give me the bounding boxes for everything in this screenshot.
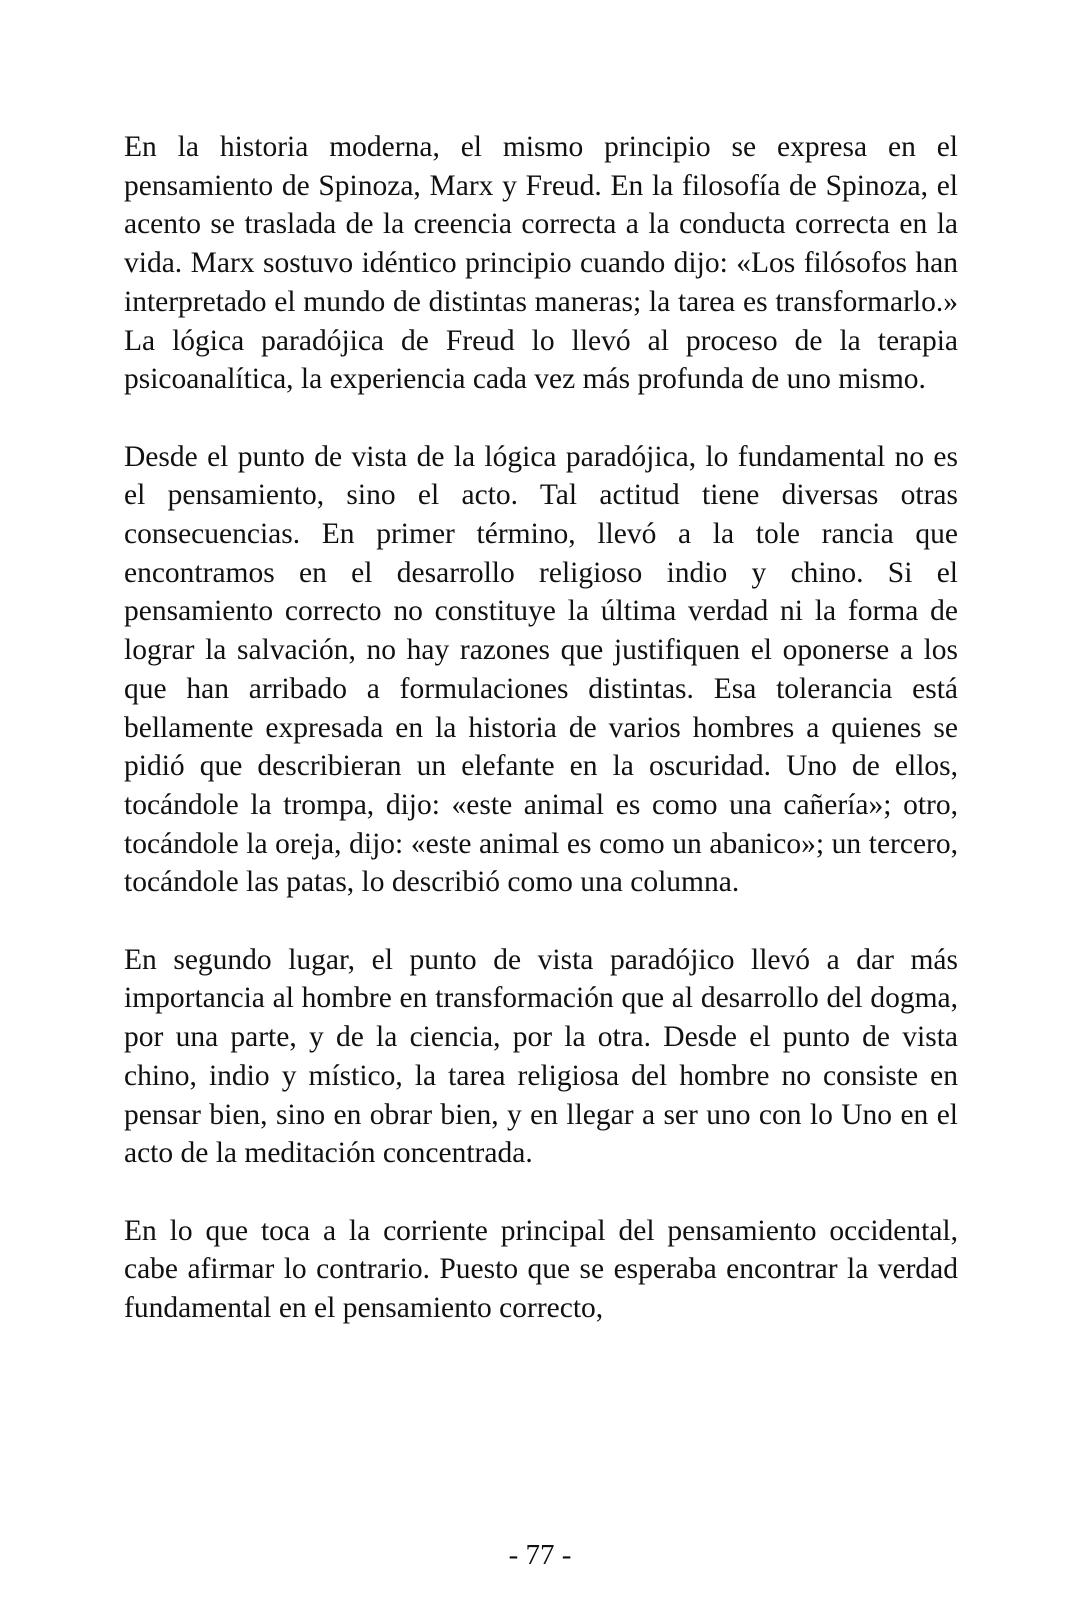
paragraph-1: En la historia moderna, el mismo principio se expresa en el pensamiento de Spinoza, Marx y Freud. En la filosofía de Spinoza, el acento se traslada de la creencia correcta a la conducta correcta en la vida. Marx sostuvo idéntico principio cuando dijo: «Los filósofos han interpretado el mundo de distintas maneras; la tarea es transformarlo.» La lógica paradójica de Freud lo llevó al proceso de la terapia psicoanalítica, la experiencia cada vez más profunda de uno mismo. (124, 131, 958, 396)
body-text (124, 128, 958, 1328)
paragraph-spacer (124, 1173, 958, 1212)
paragraph-spacer (124, 399, 958, 438)
paragraph-2: Desde el punto de vista de la lógica paradójica, lo fundamental no es el pensamiento, sino el acto. Tal actitud tiene diversas otras consecuencias. En primer término, llevó a la tole rancia que encontramos en el desarrollo religioso indio y chino. Si el pensamiento correcto no constituye la última verdad ni la forma de lograr la salvación, no hay razones que justifiquen el oponerse a los que han arribado a formulaciones distintas. Esa tolerancia está bellamente expresada en la historia de varios hombres a quienes se pidió que describieran un elefante en la oscuridad. Uno de ellos, tocándole la trompa, dijo: «este animal es como una cañería»; otro, tocándole la oreja, dijo: «este animal es como un abanico»; un tercero, tocándole las patas, lo describió como una columna. (124, 440, 958, 899)
paragraph-3: En segundo lugar, el punto de vista paradójico llevó a dar más importancia al hombre en transformación que al desarrollo del dogma, por una parte, y de la ciencia, por la otra. Desde el punto de vista chino, indio y místico, la tarea religiosa del hombre no consiste en pensar bien, sino en obrar bien, y en llegar a ser uno con lo Uno en el acto de la meditación concentrada. (124, 943, 958, 1170)
paragraph-4: En lo que toca a la corriente principal del pensamiento occidental, cabe afirmar lo contrario. Puesto que se esperaba encontrar la verdad fundamental en el pensamiento correcto, (124, 1214, 958, 1325)
page-number: - 77 - (508, 1539, 572, 1571)
paragraph-spacer (124, 902, 958, 941)
